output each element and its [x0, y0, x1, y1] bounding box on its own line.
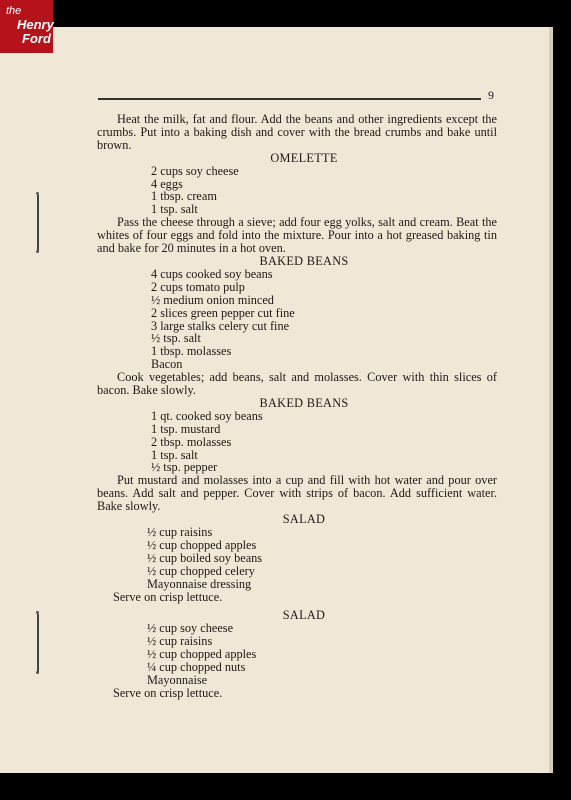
ingredient: ½ cup boiled soy beans: [147, 550, 263, 565]
ingredient: 1 tbsp. molasses: [151, 344, 232, 359]
recipe-title: BAKED BEANS: [259, 253, 349, 268]
ingredient: ¼ cup chopped nuts: [147, 660, 246, 675]
page-number: 9: [488, 88, 494, 102]
recipe-title: OMELETTE: [270, 150, 338, 165]
ingredient: 4 eggs: [151, 176, 183, 191]
ingredient: 4 cups cooked soy beans: [151, 266, 273, 281]
recipe-title: BAKED BEANS: [259, 395, 349, 410]
stitch-hole: [36, 611, 39, 614]
binding-stitch: [37, 195, 39, 251]
ingredient: 1 tsp. salt: [151, 202, 198, 217]
recipe-title: SALAD: [282, 608, 326, 623]
directions: Pass the cheese through a sieve; add four egg yolks, salt and cream. Beat the whites of four eggs and fold into the mixture. Pour into a hot greased baking tin and bake for 20 minutes in a hot oven.: [97, 215, 497, 256]
stitch-hole: [36, 250, 39, 253]
binding-stitch: [37, 614, 39, 672]
stitch-hole: [36, 671, 39, 674]
ingredient: ½ medium onion minced: [151, 292, 274, 307]
recipe-text: [97, 113, 497, 700]
ingredient: ½ cup chopped apples: [147, 647, 257, 662]
logo-the: the: [6, 5, 22, 17]
ingredient: ½ cup soy cheese: [147, 621, 234, 636]
intro-paragraph: Heat the milk, fat and flour. Add the beans and other ingredients except the crumbs. Put into a baking dish and cover with the bread crumbs and bake until brown.: [97, 112, 497, 152]
ingredient: Mayonnaise dressing: [147, 576, 252, 591]
ingredient: 1 qt. cooked soy beans: [151, 408, 263, 423]
ingredient: 2 cups soy cheese: [151, 163, 239, 178]
directions: Cook vegetables; add beans, salt and molasses. Cover with thin slices of bacon. Bake slowly.: [97, 370, 497, 398]
page-edge: [549, 27, 553, 773]
ingredient: Mayonnaise: [147, 672, 208, 687]
ingredient: Bacon: [151, 357, 183, 372]
ingredient: ½ cup chopped celery: [147, 563, 255, 578]
recipe-title: SALAD: [282, 512, 326, 527]
ingredient: 2 slices green pepper cut fine: [151, 305, 295, 320]
ingredient: 2 tbsp. molasses: [151, 434, 232, 449]
ingredient: 2 cups tomato pulp: [151, 279, 245, 294]
ingredient: 1 tsp. mustard: [151, 421, 221, 436]
directions: Put mustard and molasses into a cup and fill with hot water and pour over beans. Add salt and pepper. Cover with strips of bacon. Add sufficient water. Bake slowly.: [97, 473, 497, 514]
ingredient: 1 tsp. salt: [151, 447, 198, 462]
ingredient: ½ tsp. pepper: [151, 460, 218, 475]
ingredient: 3 large stalks celery cut fine: [151, 318, 290, 333]
henry-ford-logo: [0, 0, 53, 53]
serving-note: Serve on crisp lettuce.: [113, 685, 223, 700]
ingredient: ½ cup chopped apples: [147, 537, 257, 552]
ingredient: ½ cup raisins: [147, 634, 213, 649]
ingredient: 1 tbsp. cream: [151, 189, 217, 204]
logo-henry: Henry: [17, 17, 54, 32]
ingredient: ½ cup raisins: [147, 525, 213, 539]
ingredient: ½ tsp. salt: [151, 331, 201, 346]
header-rule: [98, 98, 481, 100]
stitch-hole: [36, 192, 39, 195]
logo-ford: Ford: [22, 31, 51, 46]
serving-note: Serve on crisp lettuce.: [113, 589, 223, 604]
